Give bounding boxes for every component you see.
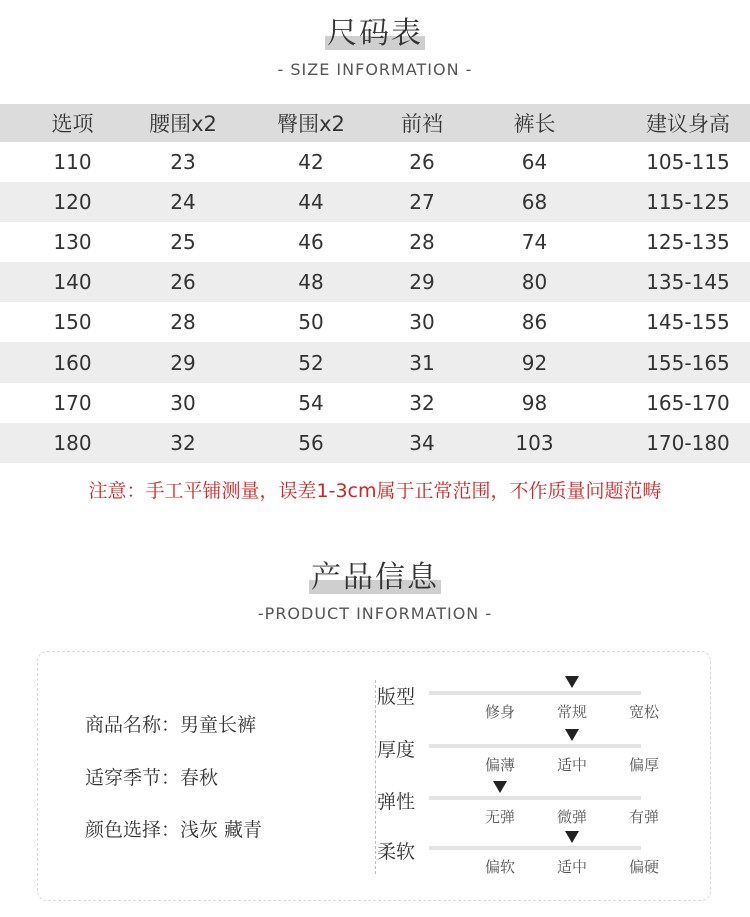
scale-track: [429, 846, 641, 850]
table-cell: 30: [409, 310, 435, 335]
table-cell: 28: [170, 310, 196, 335]
table-cell: 86: [521, 310, 548, 335]
selected-marker-icon: [493, 781, 507, 793]
size-table: [0, 104, 750, 463]
attribute-scale: [377, 735, 657, 785]
attribute-scale: [377, 787, 657, 837]
product-title-block: [0, 560, 750, 596]
scale-option: 偏薄: [484, 756, 515, 774]
table-row: [0, 142, 750, 182]
table-row: [0, 423, 750, 463]
table-cell: 46: [298, 230, 324, 255]
table-cell: 29: [409, 270, 435, 295]
table-cell: 52: [298, 350, 324, 375]
table-cell: 64: [521, 150, 548, 175]
table-cell: 180: [53, 430, 92, 455]
scale-option: 适中: [556, 858, 587, 876]
table-row: [0, 182, 750, 222]
attribute-label: 弹性: [377, 791, 416, 813]
table-cell: 103: [515, 430, 554, 455]
selected-marker-icon: [565, 676, 579, 688]
product-title: 产品信息: [311, 560, 439, 595]
attribute-label: 厚度: [377, 739, 416, 761]
scale-track: [429, 744, 641, 748]
table-cell: 110: [53, 150, 92, 175]
table-cell: 31: [409, 350, 435, 375]
table-cell: 170-180: [646, 430, 730, 455]
size-title-block: [0, 16, 750, 52]
scale-option: 修身: [484, 703, 515, 721]
table-row: [0, 342, 750, 382]
table-cell: 30: [170, 390, 196, 415]
table-cell: 170: [53, 390, 92, 415]
header-cell: 前裆: [401, 112, 443, 136]
table-cell: 145-155: [646, 310, 730, 335]
attribute-scale: [377, 682, 657, 732]
table-cell: 25: [170, 230, 196, 255]
scale-track: [429, 796, 641, 800]
vertical-divider: [375, 680, 376, 874]
table-cell: 150: [53, 310, 92, 335]
table-cell: 130: [53, 230, 92, 255]
table-cell: 56: [298, 430, 324, 455]
table-cell: 23: [170, 150, 196, 175]
header-cell: 选项: [51, 112, 94, 136]
table-cell: 92: [521, 350, 548, 375]
table-cell: 54: [298, 390, 324, 415]
table-header-row: [0, 104, 750, 142]
header-cell: 臀围x2: [277, 112, 345, 136]
table-cell: 105-115: [646, 150, 730, 175]
table-cell: 165-170: [646, 390, 730, 415]
scale-option: 有弹: [628, 808, 659, 826]
selected-marker-icon: [565, 831, 579, 843]
table-cell: 26: [409, 150, 435, 175]
table-cell: 140: [53, 270, 92, 295]
table-row: [0, 262, 750, 302]
product-subtitle: -PRODUCT INFORMATION -: [257, 604, 493, 623]
table-cell: 135-145: [646, 270, 730, 295]
table-cell: 44: [298, 190, 324, 215]
measurement-note: 注意：手工平铺测量，误差1-3cm属于正常范围，不作质量问题范畴: [88, 480, 662, 502]
scale-option: 偏硬: [628, 858, 659, 876]
scale-option: 常规: [556, 703, 587, 721]
attribute-scale: [377, 837, 657, 887]
header-cell: 裤长: [513, 112, 556, 136]
table-cell: 42: [298, 150, 324, 175]
table-cell: 32: [409, 390, 435, 415]
scale-option: 偏厚: [628, 756, 659, 774]
scale-option: 偏软: [484, 858, 515, 876]
table-cell: 50: [298, 310, 324, 335]
table-cell: 80: [521, 270, 548, 295]
table-cell: 26: [170, 270, 196, 295]
table-cell: 155-165: [646, 350, 730, 375]
table-cell: 34: [409, 430, 435, 455]
size-subtitle: - SIZE INFORMATION -: [277, 60, 473, 79]
scale-option: 无弹: [484, 808, 515, 826]
table-cell: 24: [170, 190, 196, 215]
table-cell: 98: [521, 390, 548, 415]
table-row: [0, 383, 750, 423]
table-cell: 120: [53, 190, 92, 215]
header-cell: 腰围x2: [149, 112, 217, 136]
table-cell: 68: [521, 190, 548, 215]
header-cell: 建议身高: [646, 112, 730, 136]
table-cell: 74: [521, 230, 548, 255]
product-colors: 颜色选择：浅灰 藏青: [85, 819, 263, 841]
product-name: 商品名称：男童长裤: [85, 714, 257, 736]
scale-option: 微弹: [556, 808, 587, 826]
table-cell: 125-135: [646, 230, 730, 255]
table-cell: 160: [53, 350, 92, 375]
table-cell: 32: [170, 430, 196, 455]
table-cell: 115-125: [646, 190, 730, 215]
table-cell: 48: [298, 270, 324, 295]
scale-track: [429, 691, 641, 695]
scale-option: 适中: [556, 756, 587, 774]
table-cell: 29: [170, 350, 196, 375]
attribute-label: 版型: [377, 686, 416, 708]
table-row: [0, 222, 750, 262]
attribute-label: 柔软: [377, 841, 416, 863]
size-title: 尺码表: [327, 16, 423, 51]
table-cell: 27: [409, 190, 435, 215]
product-season: 适穿季节：春秋: [85, 767, 219, 789]
table-cell: 28: [409, 230, 435, 255]
scale-option: 宽松: [628, 703, 659, 721]
table-row: [0, 302, 750, 342]
selected-marker-icon: [565, 729, 579, 741]
table-body: [0, 142, 750, 463]
